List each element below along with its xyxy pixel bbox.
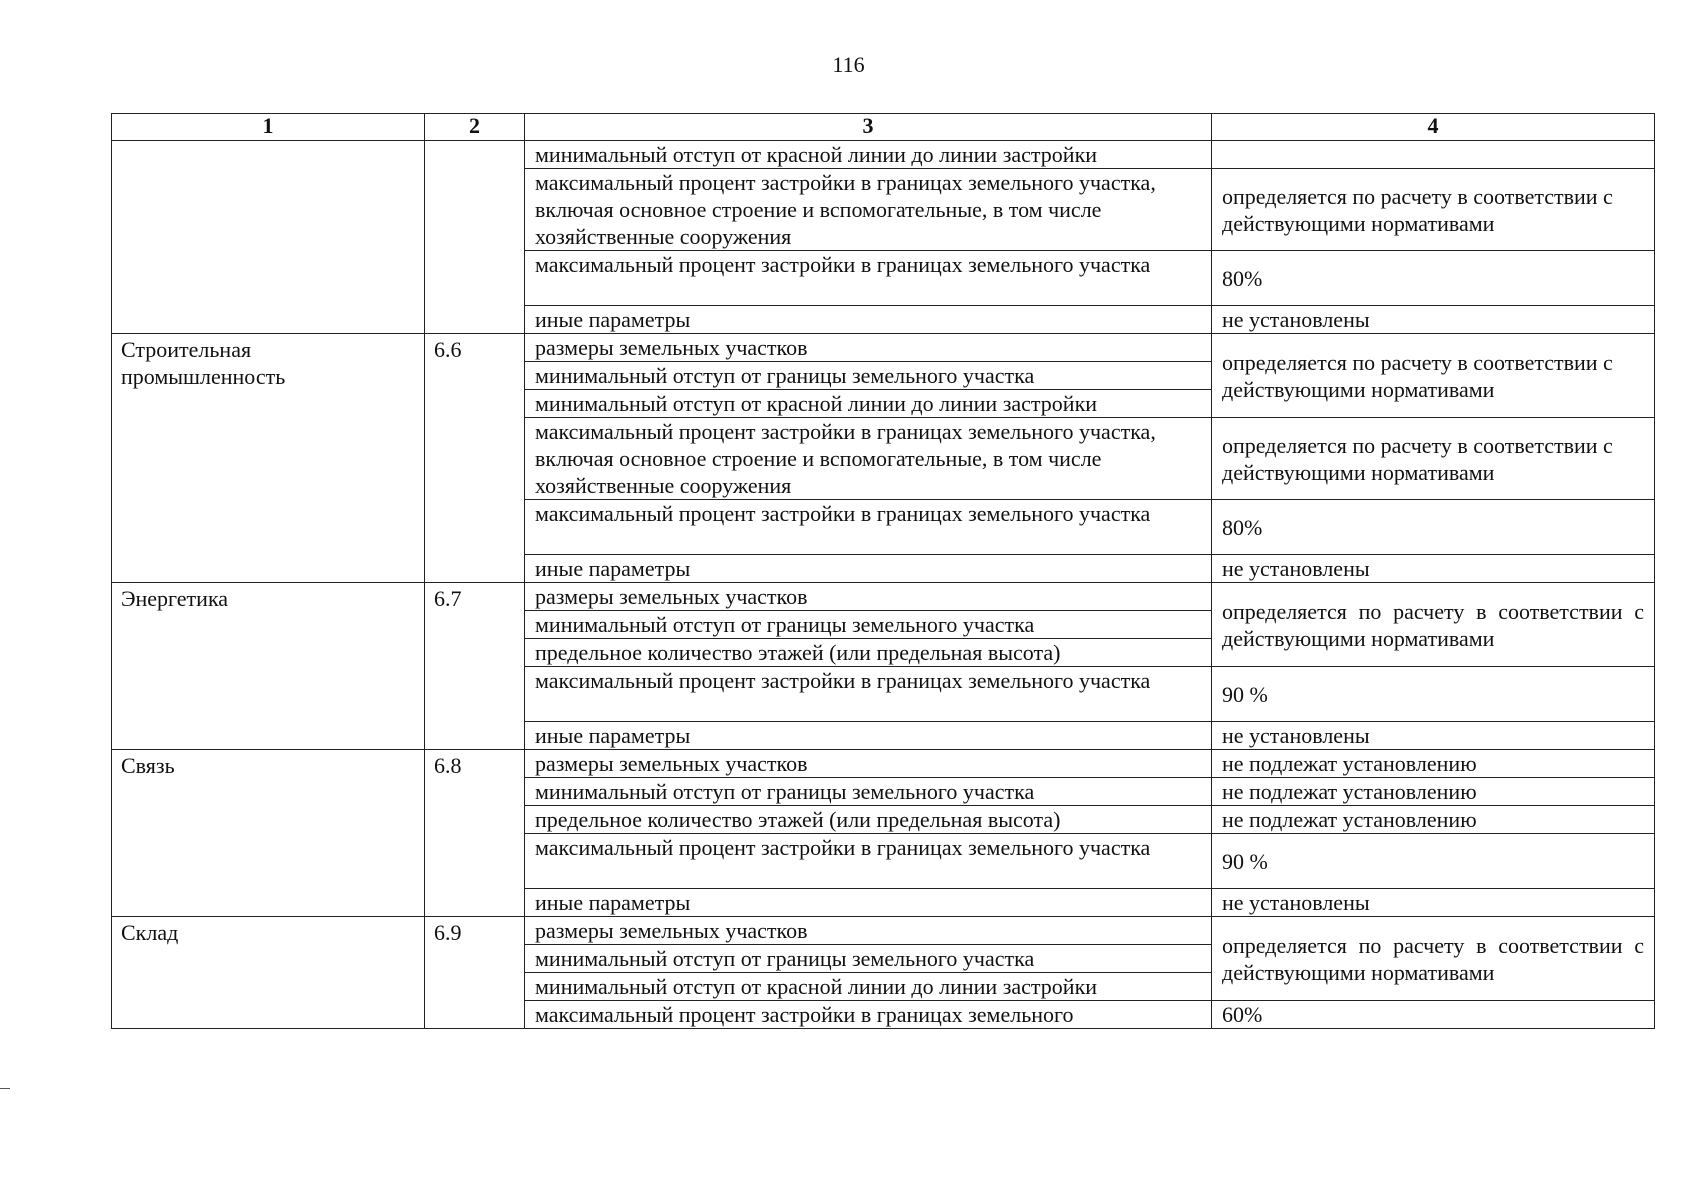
table-row [112, 917, 1655, 945]
param-cell: максимальный процент застройки в границах земельного участка, включая основное строение и вспомогательные, в том числе хозяйственные сооружения [525, 418, 1212, 500]
value-cell: определяется по расчету в соответствии с действующими нормативами [1212, 917, 1655, 1001]
param-cell: иные параметры [525, 722, 1212, 750]
value-cell: не подлежат установлению [1212, 750, 1655, 778]
regulations-table [111, 113, 1655, 1029]
header-col-2: 2 [425, 114, 525, 141]
use-type-cell: Склад [112, 917, 425, 1029]
param-cell: максимальный процент застройки в границах земельного участка [525, 667, 1212, 722]
value-cell: 80% [1212, 500, 1655, 555]
param-cell: размеры земельных участков [525, 750, 1212, 778]
value-cell: определяется по расчету в соответствии с действующими нормативами [1212, 169, 1655, 251]
use-type-cell: Строительная промышленность [112, 334, 425, 583]
param-cell: размеры земельных участков [525, 583, 1212, 611]
param-cell: минимальный отступ от границы земельного участка [525, 778, 1212, 806]
table-row [112, 334, 1655, 362]
value-cell: не установлены [1212, 306, 1655, 334]
table-row [112, 583, 1655, 611]
value-cell: 90 % [1212, 667, 1655, 722]
param-cell: предельное количество этажей (или предельная высота) [525, 639, 1212, 667]
param-cell: минимальный отступ от красной линии до линии застройки [525, 973, 1212, 1001]
param-cell: предельное количество этажей (или предельная высота) [525, 806, 1212, 834]
param-cell: минимальный отступ от границы земельного участка [525, 611, 1212, 639]
param-cell: максимальный процент застройки в границах земельного участка, включая основное строение и вспомогательные, в том числе хозяйственные сооружения [525, 169, 1212, 251]
value-cell: 90 % [1212, 834, 1655, 889]
param-cell: максимальный процент застройки в границах земельного [525, 1001, 1212, 1029]
param-cell: иные параметры [525, 306, 1212, 334]
value-cell: не установлены [1212, 722, 1655, 750]
value-cell: не установлены [1212, 889, 1655, 917]
param-cell: размеры земельных участков [525, 917, 1212, 945]
value-cell: 60% [1212, 1001, 1655, 1029]
param-cell: максимальный процент застройки в границах земельного участка [525, 251, 1212, 306]
value-cell: определяется по расчету в соответствии с действующими нормативами [1212, 583, 1655, 667]
header-col-1: 1 [112, 114, 425, 141]
use-code-cell: 6.8 [425, 750, 525, 917]
param-cell: минимальный отступ от границы земельного участка [525, 362, 1212, 390]
value-cell: определяется по расчету в соответствии с действующими нормативами [1212, 334, 1655, 418]
param-cell: иные параметры [525, 889, 1212, 917]
param-cell: минимальный отступ от красной линии до линии застройки [525, 390, 1212, 418]
param-cell: иные параметры [525, 555, 1212, 583]
use-type-cell [112, 141, 425, 334]
value-cell: не подлежат установлению [1212, 778, 1655, 806]
table-row [112, 141, 1655, 169]
use-code-cell [425, 141, 525, 334]
param-cell: максимальный процент застройки в границах земельного участка [525, 500, 1212, 555]
param-cell: размеры земельных участков [525, 334, 1212, 362]
value-cell: не установлены [1212, 555, 1655, 583]
header-col-3: 3 [525, 114, 1212, 141]
use-type-cell: Связь [112, 750, 425, 917]
value-cell [1212, 141, 1655, 169]
param-cell: минимальный отступ от красной линии до линии застройки [525, 141, 1212, 169]
page-number: 116 [832, 52, 865, 77]
value-cell: не подлежат установлению [1212, 806, 1655, 834]
use-code-cell: 6.7 [425, 583, 525, 750]
use-code-cell: 6.6 [425, 334, 525, 583]
use-type-cell: Энергетика [112, 583, 425, 750]
header-col-4: 4 [1212, 114, 1655, 141]
param-cell: минимальный отступ от границы земельного участка [525, 945, 1212, 973]
value-cell: 80% [1212, 251, 1655, 306]
scan-edge-mark [0, 1088, 10, 1089]
table-row [112, 750, 1655, 778]
value-cell: определяется по расчету в соответствии с действующими нормативами [1212, 418, 1655, 500]
param-cell: максимальный процент застройки в границах земельного участка [525, 834, 1212, 889]
header-row [112, 114, 1655, 141]
use-code-cell: 6.9 [425, 917, 525, 1029]
